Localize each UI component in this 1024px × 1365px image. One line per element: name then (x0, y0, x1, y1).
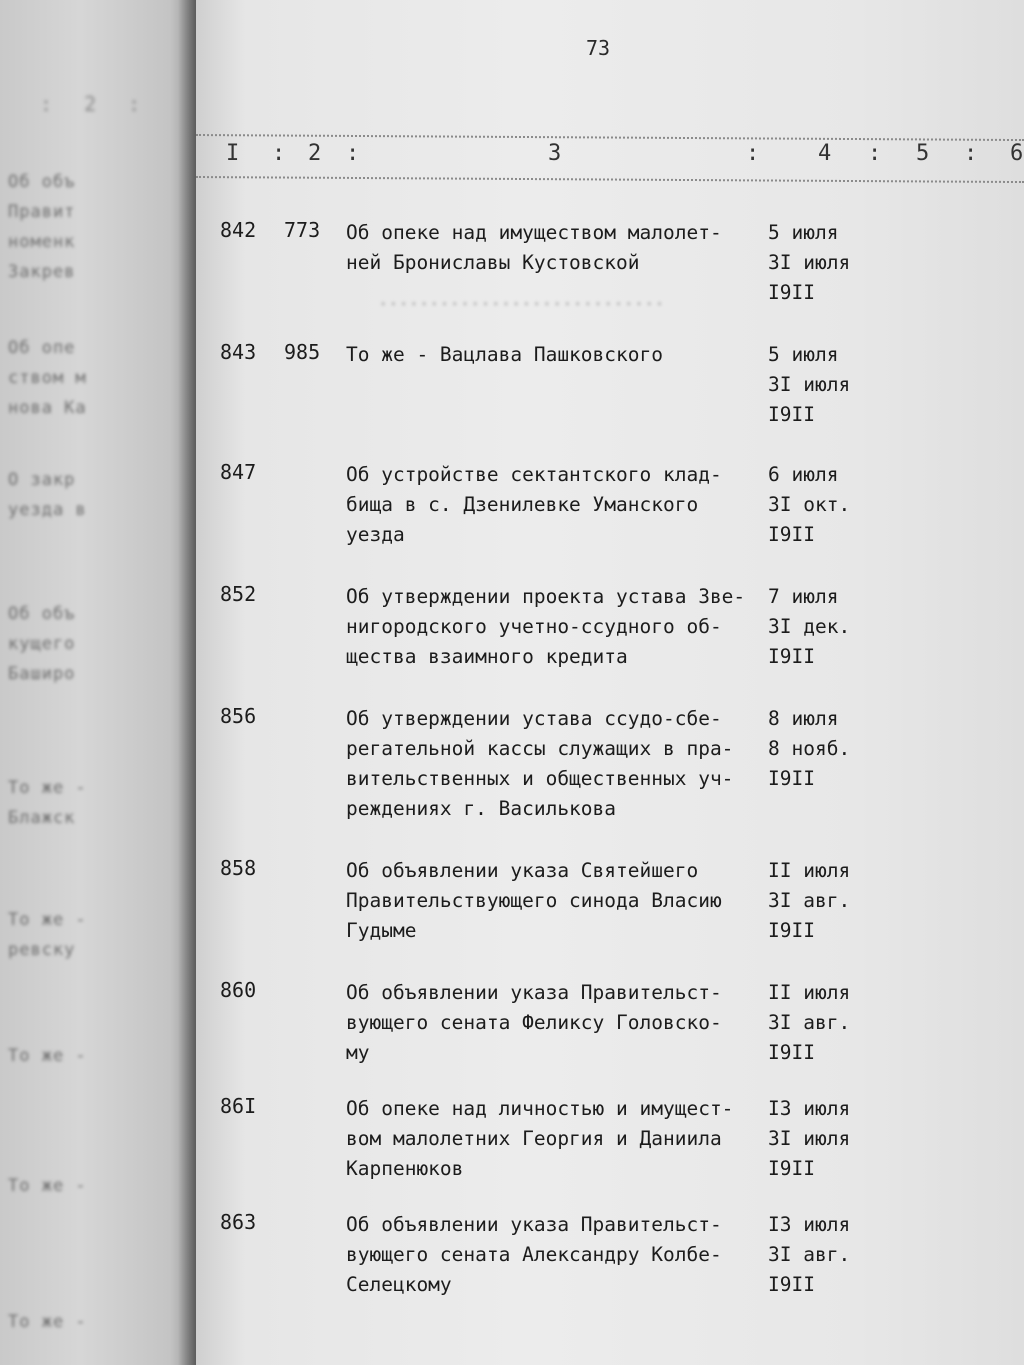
record-date-line: 5 июля (768, 343, 839, 366)
record-number: 860 (220, 978, 257, 1002)
record-title-line: Об опеке над имуществом малолет- (346, 221, 722, 244)
record-date-line: 6 июля (768, 463, 839, 486)
record-title-line: вующего сената Феликсу Головско- (346, 1011, 722, 1034)
record-dates (768, 1094, 888, 1184)
page-number: 73 (586, 36, 611, 60)
record-date-line: I9II (768, 403, 815, 426)
document-page (196, 0, 1024, 1365)
facing-page (0, 0, 200, 1365)
header-rule-top (196, 134, 1024, 141)
record-dates (768, 340, 888, 430)
facing-page-fragment: Об опе (8, 338, 76, 358)
record-title-line: вительственных и общественных уч- (346, 767, 734, 790)
record-date-line: I3 июля (768, 1213, 851, 1236)
record-title-line: вующего сената Александру Колбе- (346, 1243, 722, 1266)
record-title-line: реждениях г. Василькова (346, 797, 617, 820)
record-dates (768, 582, 888, 672)
column-separator: : (746, 141, 760, 166)
record-date-line: I9II (768, 919, 815, 942)
column-separator: : (272, 141, 286, 166)
facing-page-fragment: То же - (8, 910, 87, 930)
record-title-line: бища в с. Дзенилевке Уманского (346, 493, 699, 516)
record-title (346, 1094, 766, 1184)
record-number: 863 (220, 1210, 257, 1234)
record-title (346, 460, 766, 550)
record-title-line: Об объявлении указа Святейшего (346, 859, 699, 882)
record-dates (768, 1210, 888, 1300)
record-date-line: I9II (768, 523, 815, 546)
record-date-line: I9II (768, 1273, 815, 1296)
record-date-line: II июля (768, 859, 851, 882)
column-header-1: I (226, 141, 240, 166)
facing-page-fragment: номенк (8, 232, 76, 252)
record-title-line: Об утверждении проекта устава Зве- (346, 585, 746, 608)
record-title-line: нигородского учетно-ссудного об- (346, 615, 722, 638)
column-header-2: 2 (308, 141, 322, 166)
record-title-line: регательной кассы служащих в пра- (346, 737, 734, 760)
record-title-line: му (346, 1041, 370, 1064)
record-date-line: I9II (768, 1157, 815, 1180)
facing-page-fragment: ревску (8, 940, 76, 960)
record-title (346, 340, 766, 370)
record-date-line: 3I июля (768, 373, 851, 396)
facing-page-fragment: кущего (8, 634, 76, 654)
record-number: 842 (220, 218, 257, 242)
record-title (346, 1210, 766, 1300)
record-date-line: I3 июля (768, 1097, 851, 1120)
header-rule-bottom (196, 176, 1024, 183)
facing-page-fragment: То же - (8, 1046, 87, 1066)
column-header-4: 4 (818, 141, 832, 166)
record-title-line: щества взаимного кредита (346, 645, 628, 668)
record-date-line: 8 июля (768, 707, 839, 730)
record-date-line: 8 нояб. (768, 737, 851, 760)
record-date-line: I9II (768, 1041, 815, 1064)
record-number: 86I (220, 1094, 257, 1118)
record-title-line: Об утверждении устава ссудо-сбе- (346, 707, 722, 730)
record-date-line: I9II (768, 645, 815, 668)
record-title-line: Карпенюков (346, 1157, 464, 1180)
record-number: 843 (220, 340, 257, 364)
record-title-line: ней Брониславы Кустовской (346, 251, 640, 274)
column-separator: : (964, 141, 978, 166)
facing-page-fragment: ством м (8, 368, 87, 388)
facing-page-fragment: нова Ка (8, 398, 87, 418)
facing-page-fragment: Блажск (8, 808, 76, 828)
record-date-line: 3I июля (768, 251, 851, 274)
facing-page-fragment: уезда в (8, 500, 87, 520)
record-date-line: I9II (768, 281, 815, 304)
record-title-line: Об устройстве сектантского клад- (346, 463, 722, 486)
record-date-line: II июля (768, 981, 851, 1004)
facing-page-fragment: Правит (8, 202, 76, 222)
record-date-line: 3I окт. (768, 493, 851, 516)
column-header-5: 5 (916, 141, 930, 166)
record-title-line: Об объявлении указа Правительст- (346, 981, 722, 1004)
record-date-line: I9II (768, 767, 815, 790)
record-title (346, 978, 766, 1068)
column-separator: : (868, 141, 882, 166)
facing-page-fragment: Закрев (8, 262, 76, 282)
record-title-line: вом малолетних Георгия и Даниила (346, 1127, 722, 1150)
record-dates (768, 704, 888, 794)
facing-page-fragment: То же - (8, 778, 87, 798)
column-separator: : (346, 141, 360, 166)
record-dates (768, 856, 888, 946)
facing-page-fragment: Об объ (8, 172, 76, 192)
record-title-line: Об опеке над личностью и имущест- (346, 1097, 734, 1120)
record-title-line: уезда (346, 523, 405, 546)
facing-page-fragment: О закр (8, 470, 76, 490)
record-date-line: 5 июля (768, 221, 839, 244)
record-title (346, 856, 766, 946)
record-title-line: Гудыме (346, 919, 417, 942)
record-number: 847 (220, 460, 257, 484)
record-date-line: 3I авг. (768, 1011, 851, 1034)
facing-page-fragment: То же - (8, 1176, 87, 1196)
record-number: 858 (220, 856, 257, 880)
old-record-number: 985 (284, 340, 321, 364)
record-date-line: 3I июля (768, 1127, 851, 1150)
record-dates (768, 978, 888, 1068)
facing-page-fragment: Об объ (8, 604, 76, 624)
record-title (346, 582, 766, 672)
record-date-line: 7 июля (768, 585, 839, 608)
record-title-line: Правительствующего синода Власию (346, 889, 722, 912)
column-header-6: 6 (1010, 141, 1024, 166)
old-record-number: 773 (284, 218, 321, 242)
facing-page-header: : 2 : (40, 92, 151, 116)
show-through-text: ............................ (378, 290, 665, 310)
record-dates (768, 218, 888, 308)
record-title (346, 704, 766, 824)
record-title (346, 218, 766, 278)
column-header-3: 3 (548, 141, 562, 166)
record-title-line: То же - Вацлава Пашковского (346, 343, 663, 366)
record-date-line: 3I авг. (768, 889, 851, 912)
record-title-line: Селецкому (346, 1273, 452, 1296)
record-dates (768, 460, 888, 550)
record-number: 856 (220, 704, 257, 728)
record-date-line: 3I дек. (768, 615, 851, 638)
record-title-line: Об объявлении указа Правительст- (346, 1213, 722, 1236)
record-number: 852 (220, 582, 257, 606)
record-date-line: 3I авг. (768, 1243, 851, 1266)
facing-page-fragment: То же - (8, 1312, 87, 1332)
facing-page-fragment: Баширо (8, 664, 76, 684)
